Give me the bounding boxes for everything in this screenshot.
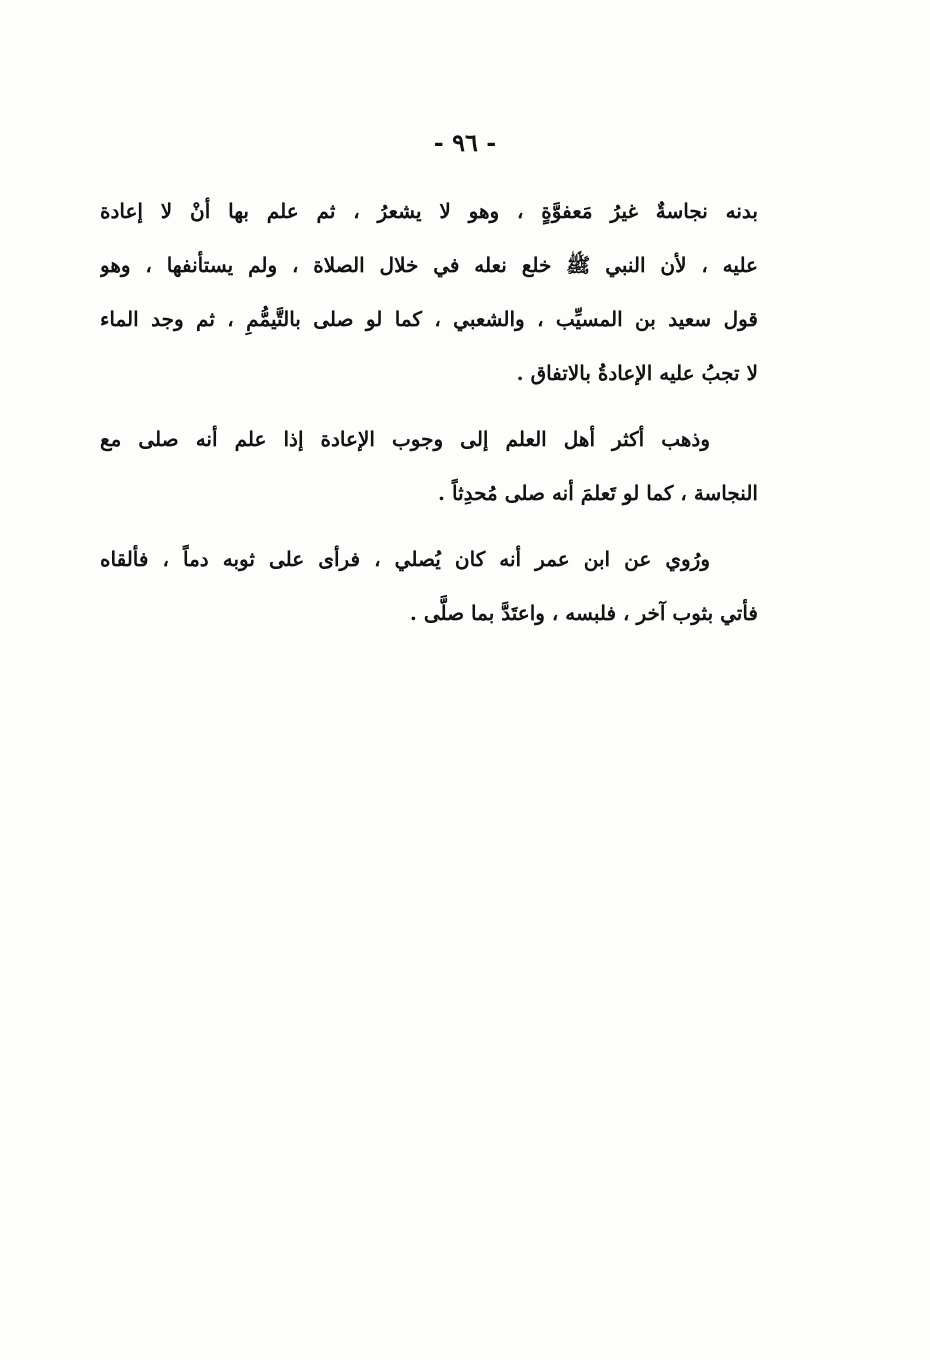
paragraph-3 [100,532,758,640]
paragraph-2 [100,412,758,520]
paragraph-spacer [100,400,758,412]
page-number: - ٩٦ - [433,128,497,157]
paragraph-spacer [100,520,758,532]
text-line: فأتي بثوب آخر ، فلبسه ، واعتَدَّ بما صلَّى . [409,601,758,625]
text-line: قول سعيد بن المسيِّب ، والشعبي ، كما لو صلى بالتَّيمُّمِ ، ثم وجد الماء [100,307,758,331]
paragraph-1 [100,184,758,400]
text-line: بدنه نجاسةٌ غيرُ مَعفوَّةٍ ، وهو لا يشعرُ ، ثم علم بها أنْ لا إعادة [100,199,758,223]
text-line: وذهب أكثر أهل العلم إلى وجوب الإعادة إذا علم أنه صلى مع [100,427,710,451]
text-line: عليه ، لأن النبي ﷺ خلع نعله في خلال الصلاة ، ولم يستأنفها ، وهو [100,253,758,277]
text-line: لا تجبُ عليه الإعادةُ بالاتفاق . [516,361,758,385]
text-line: ورُوي عن ابن عمر أنه كان يُصلي ، فرأى على ثوبه دماً ، فألقاه [100,547,710,571]
text-line: النجاسة ، كما لو تَعلمَ أنه صلى مُحدِثاً . [438,481,758,505]
body-text [100,184,758,640]
